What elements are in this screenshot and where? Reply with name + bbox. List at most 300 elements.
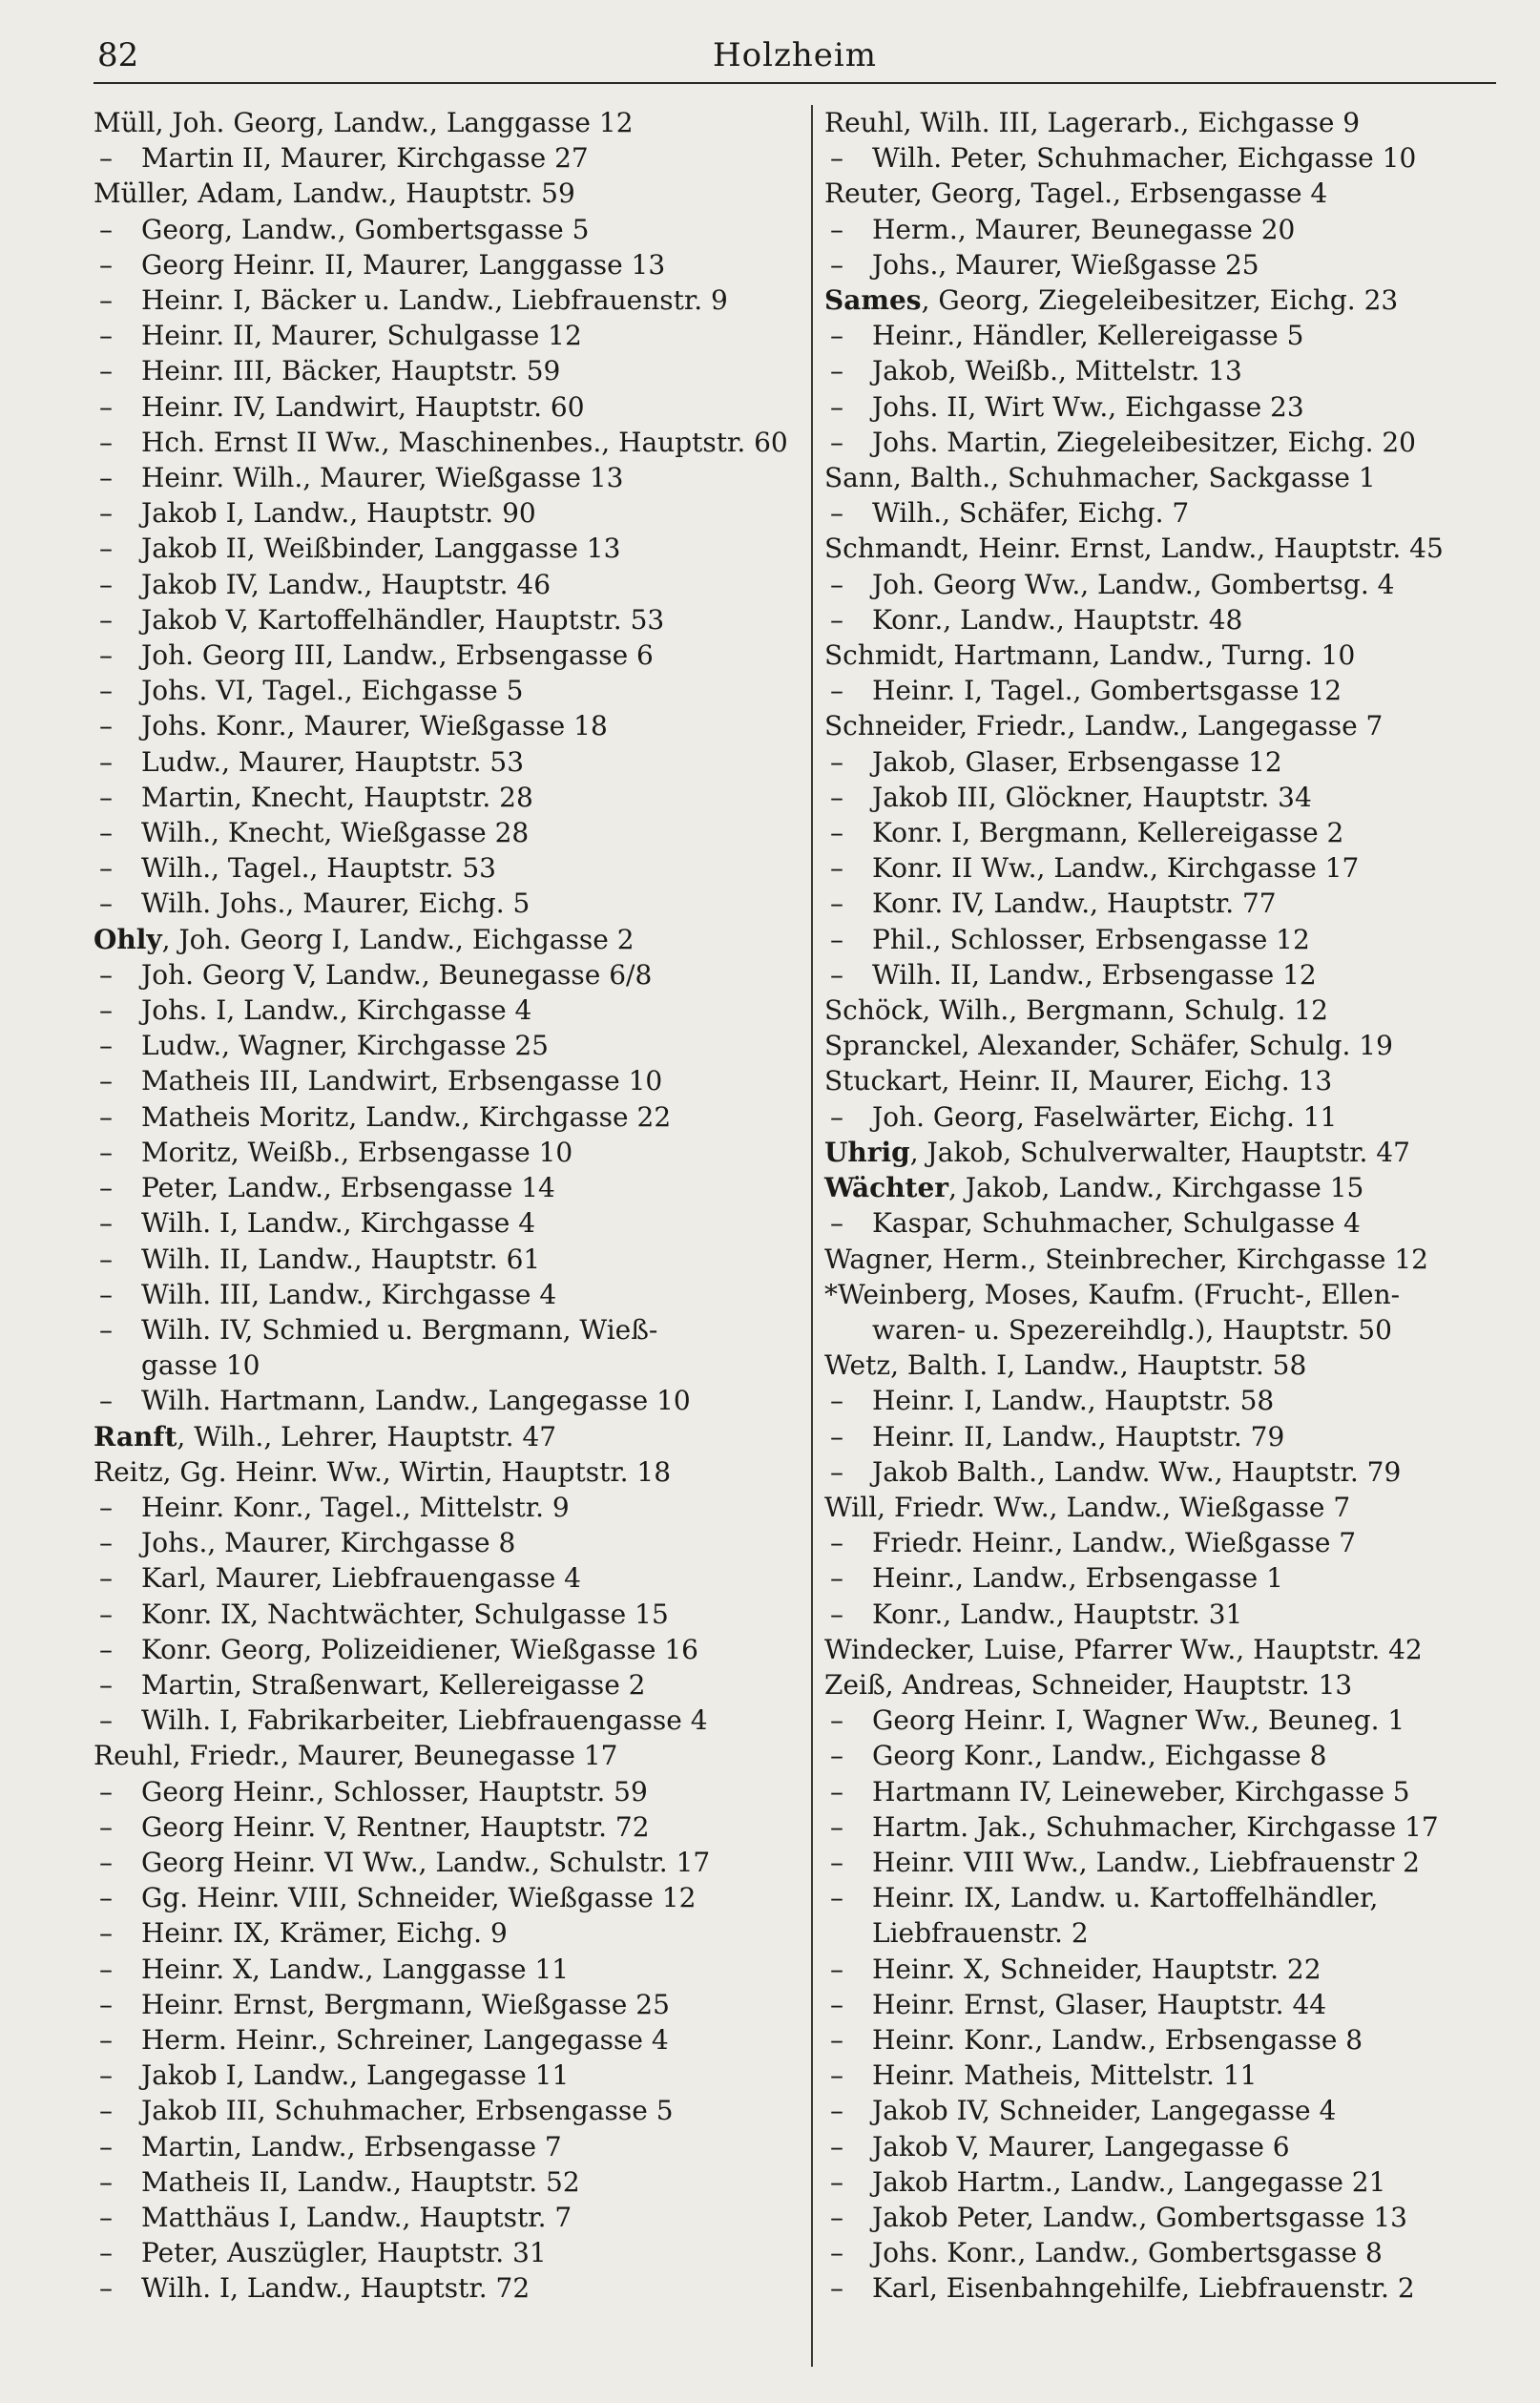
entry-text: Georg Konr., Landw., Eichgasse 8: [872, 1740, 1327, 1772]
entry-text: Konr. IX, Nachtwächter, Schulgasse 15: [141, 1598, 669, 1630]
dash-marker: –: [99, 533, 113, 565]
dash-marker: –: [99, 745, 113, 778]
entry-text: Ludw., Wagner, Kirchgasse 25: [141, 1030, 549, 1062]
entry-text: Hch. Ernst II Ww., Maschinenbes., Hauptstr. 60: [141, 426, 788, 458]
directory-entry-sub: [824, 140, 1509, 176]
dash-marker: –: [830, 958, 843, 991]
entry-text: Jakob Balth., Landw. Ww., Hauptstr. 79: [872, 1455, 1402, 1488]
dash-marker: –: [99, 568, 113, 600]
directory-entry-sub: [824, 1738, 1509, 1773]
entry-text: Wagner, Herm., Steinbrecher, Kirchgasse 12: [824, 1243, 1428, 1275]
directory-entry-head: [824, 1170, 1509, 1205]
entry-text: Wilh., Schäfer, Eichg. 7: [872, 497, 1190, 530]
directory-entry-sub: [824, 2022, 1509, 2058]
directory-entry-head: [824, 105, 1509, 140]
directory-entry-sub: [94, 1560, 800, 1596]
directory-entry-sub: [94, 1383, 800, 1418]
entry-text: Liebfrauenstr. 2: [872, 1917, 1089, 1950]
running-title: Holzheim: [712, 36, 878, 74]
directory-entry-sub: [824, 1809, 1509, 1845]
dash-marker: –: [99, 958, 113, 991]
entry-text: Heinr. II, Maurer, Schulgasse 12: [141, 320, 582, 352]
directory-entry-head: [94, 105, 800, 140]
entry-text: Peter, Landw., Erbsengasse 14: [141, 1172, 555, 1204]
directory-entry-sub: [94, 212, 800, 247]
directory-entry-sub: [824, 247, 1509, 282]
directory-entry-sub: [94, 1135, 800, 1170]
directory-entry-sub: [824, 2129, 1509, 2164]
dash-marker: –: [99, 2272, 113, 2305]
directory-entry-sub: [824, 1419, 1509, 1454]
directory-entry-sub: [824, 1383, 1509, 1418]
directory-entry-sub: [824, 1597, 1509, 1632]
dash-marker: –: [830, 2059, 843, 2092]
entry-text: Jakob III, Glöckner, Hauptstr. 34: [872, 781, 1312, 813]
directory-entry-sub: [94, 2235, 800, 2270]
entry-text: Schmandt, Heinr. Ernst, Landw., Hauptstr. 45: [824, 533, 1444, 565]
entry-text: Wetz, Balth. I, Landw., Hauptstr. 58: [824, 1349, 1307, 1382]
directory-entry-sub: [824, 1952, 1509, 1987]
dash-marker: –: [99, 1562, 113, 1595]
directory-entry-sub: [94, 247, 800, 282]
entry-text: Jakob V, Kartoffelhändler, Hauptstr. 53: [141, 603, 665, 636]
directory-entry-sub: [94, 1952, 800, 1987]
dash-marker: –: [99, 248, 113, 281]
directory-entry-sub: [824, 425, 1509, 460]
dash-marker: –: [99, 1775, 113, 1807]
dash-marker: –: [830, 1775, 843, 1807]
directory-entry-continuation: [94, 1348, 800, 1383]
dash-marker: –: [99, 1988, 113, 2020]
entry-text: Wilh. II, Landw., Erbsengasse 12: [872, 958, 1317, 991]
dash-marker: –: [830, 2201, 843, 2233]
directory-entry-sub: [824, 602, 1509, 637]
entry-text: Wilh., Tagel., Hauptstr. 53: [141, 852, 496, 885]
entry-text: Jakob V, Maurer, Langegasse 6: [872, 2130, 1290, 2163]
directory-entry-head: [824, 460, 1509, 495]
directory-entry-sub: [94, 567, 800, 602]
dash-marker: –: [99, 1491, 113, 1523]
directory-entry-sub: [824, 2058, 1509, 2093]
directory-entry-sub: [824, 780, 1509, 815]
directory-entry-head: [824, 708, 1509, 743]
directory-entry-sub: [94, 780, 800, 815]
directory-entry-sub: [94, 673, 800, 708]
directory-entry-head: [824, 1632, 1509, 1667]
entry-text: Friedr. Heinr., Landw., Wießgasse 7: [872, 1527, 1357, 1559]
directory-entry-head: [824, 1063, 1509, 1098]
directory-entry-sub: [94, 1277, 800, 1312]
directory-entry-sub: [94, 140, 800, 176]
entry-text: Windecker, Luise, Pfarrer Ww., Hauptstr. 42: [824, 1633, 1423, 1665]
entry-text: waren- u. Spezereihdlg.), Hauptstr. 50: [872, 1313, 1392, 1346]
entry-text: *Weinberg, Moses, Kaufm. (Frucht-, Ellen-: [824, 1278, 1401, 1310]
entry-text: Wilh. IV, Schmied u. Bergmann, Wieß-: [141, 1313, 658, 1346]
entry-text: gasse 10: [141, 1349, 260, 1382]
directory-entry-head: [94, 1419, 800, 1454]
entry-text: Georg, Landw., Gombertsgasse 5: [141, 213, 590, 245]
directory-entry-sub: [94, 353, 800, 388]
entry-text: Sann, Balth., Schuhmacher, Sackgasse 1: [824, 462, 1376, 494]
directory-entry-head: [824, 1135, 1509, 1170]
directory-entry-sub: [824, 2270, 1509, 2306]
dash-marker: –: [99, 320, 113, 352]
dash-marker: –: [830, 1207, 843, 1240]
dash-marker: –: [99, 355, 113, 387]
directory-entry-sub: [824, 2164, 1509, 2200]
dash-marker: –: [99, 284, 113, 317]
dash-marker: –: [830, 852, 843, 885]
dash-marker: –: [99, 1136, 113, 1168]
entry-text: Heinr. Konr., Landw., Erbsengasse 8: [872, 2023, 1363, 2056]
right-column: [824, 105, 1509, 2307]
entry-text: Joh. Georg Ww., Landw., Gombertsg. 4: [872, 568, 1395, 600]
dash-marker: –: [830, 355, 843, 387]
dash-marker: –: [99, 781, 113, 813]
entry-text: Will, Friedr. Ww., Landw., Wießgasse 7: [824, 1491, 1351, 1523]
entry-text: Wilh. II, Landw., Hauptstr. 61: [141, 1243, 541, 1275]
dash-marker: –: [99, 1953, 113, 1985]
entry-text: Heinr. Matheis, Mittelstr. 11: [872, 2059, 1258, 2092]
entry-text: Müller, Adam, Landw., Hauptstr. 59: [94, 178, 575, 210]
dash-marker: –: [99, 603, 113, 636]
directory-entry-sub: [94, 460, 800, 495]
directory-entry-sub: [94, 850, 800, 886]
entry-text: Müll, Joh. Georg, Landw., Langgasse 12: [94, 107, 634, 138]
directory-entry-sub: [94, 2270, 800, 2306]
directory-entry-sub: [824, 744, 1509, 780]
dash-marker: –: [830, 1385, 843, 1417]
directory-entry-head: [94, 1454, 800, 1490]
directory-entry-sub: [824, 212, 1509, 247]
entry-text: Ludw., Maurer, Hauptstr. 53: [141, 745, 525, 778]
entry-text: Georg Heinr. I, Wagner Ww., Beuneg. 1: [872, 1704, 1405, 1737]
dash-marker: –: [830, 568, 843, 600]
dash-marker: –: [99, 1810, 113, 1843]
entry-text: Georg Heinr. V, Rentner, Hauptstr. 72: [141, 1810, 650, 1843]
entry-text: Konr., Landw., Hauptstr. 48: [872, 603, 1243, 636]
entry-text: Jakob I, Landw., Langegasse 11: [141, 2059, 570, 2092]
dash-marker: –: [830, 1740, 843, 1772]
directory-entry-sub: [94, 1028, 800, 1063]
directory-entry-sub: [824, 2235, 1509, 2270]
entry-text: Herm., Maurer, Beunegasse 20: [872, 213, 1296, 245]
entry-text: Phil., Schlosser, Erbsengasse 12: [872, 923, 1310, 955]
dash-marker: –: [99, 2095, 113, 2127]
directory-entry-sub: [824, 1205, 1509, 1241]
dash-marker: –: [99, 390, 113, 423]
dash-marker: –: [99, 2130, 113, 2163]
dash-marker: –: [99, 1172, 113, 1204]
dash-marker: –: [99, 1030, 113, 1062]
entry-text: Jakob IV, Landw., Hauptstr. 46: [141, 568, 551, 600]
dash-marker: –: [99, 675, 113, 707]
dash-marker: –: [830, 817, 843, 849]
entry-text: Jakob Peter, Landw., Gombertsgasse 13: [872, 2201, 1407, 2233]
entry-text: Reuhl, Friedr., Maurer, Beunegasse 17: [94, 1740, 618, 1772]
dash-marker: –: [830, 1882, 843, 1914]
entry-text: Hartm. Jak., Schuhmacher, Kirchgasse 17: [872, 1810, 1439, 1843]
entry-text: Martin, Knecht, Hauptstr. 28: [141, 781, 533, 813]
entry-text: , Jakob, Landw., Kirchgasse 15: [948, 1172, 1364, 1204]
entry-text: Karl, Eisenbahngehilfe, Liebfrauenstr. 2: [872, 2272, 1415, 2305]
entry-text: Johs. VI, Tagel., Eichgasse 5: [141, 675, 524, 707]
entry-text: Reitz, Gg. Heinr. Ww., Wirtin, Hauptstr. 18: [94, 1455, 672, 1488]
directory-entry-sub: [94, 1915, 800, 1951]
entry-text: Kaspar, Schuhmacher, Schulgasse 4: [872, 1207, 1361, 1240]
directory-entry-sub: [824, 495, 1509, 531]
directory-entry-sub: [824, 2200, 1509, 2235]
dash-marker: –: [99, 1207, 113, 1240]
page-number: 82: [97, 36, 139, 74]
directory-entry-sub: [94, 318, 800, 353]
dash-marker: –: [830, 1420, 843, 1452]
dash-marker: –: [99, 2201, 113, 2233]
directory-entry-sub: [94, 2200, 800, 2235]
entry-text: Johs. Martin, Ziegeleibesitzer, Eichg. 20: [872, 426, 1416, 458]
entry-text: Konr. Georg, Polizeidiener, Wießgasse 16: [141, 1633, 698, 1665]
dash-marker: –: [830, 1810, 843, 1843]
entry-text: Heinr. I, Bäcker u. Landw., Liebfrauenstr. 9: [141, 284, 728, 317]
entry-text: , Wilh., Lehrer, Hauptstr. 47: [177, 1420, 557, 1452]
dash-marker: –: [99, 1313, 113, 1346]
directory-entry-head: [824, 1028, 1509, 1063]
directory-entry-sub: [94, 1632, 800, 1667]
dash-marker: –: [830, 1846, 843, 1878]
dash-marker: –: [99, 1846, 113, 1878]
dash-marker: –: [99, 1065, 113, 1097]
dash-marker: –: [830, 1100, 843, 1133]
dash-marker: –: [99, 426, 113, 458]
directory-entry-sub: [94, 886, 800, 921]
dash-marker: –: [830, 1527, 843, 1559]
dash-marker: –: [99, 2237, 113, 2269]
dash-marker: –: [830, 2272, 843, 2305]
dash-marker: –: [830, 781, 843, 813]
dash-marker: –: [99, 994, 113, 1027]
directory-entry-sub: [94, 602, 800, 637]
entry-text: Johs. I, Landw., Kirchgasse 4: [141, 994, 532, 1027]
entry-text: Heinr. X, Landw., Langgasse 11: [141, 1953, 570, 1985]
entry-text: Schmidt, Hartmann, Landw., Turng. 10: [824, 639, 1356, 672]
dash-marker: –: [830, 888, 843, 920]
entry-text: Jakob II, Weißbinder, Langgasse 13: [141, 533, 621, 565]
dash-marker: –: [99, 1882, 113, 1914]
directory-entry-head: [824, 1277, 1509, 1312]
directory-entry-sub: [94, 2164, 800, 2200]
directory-entry-sub: [94, 2058, 800, 2093]
directory-entry-sub: [824, 2093, 1509, 2128]
directory-entry-sub: [94, 1525, 800, 1560]
dash-marker: –: [99, 888, 113, 920]
directory-entry-sub: [94, 1667, 800, 1703]
entry-text: Matheis II, Landw., Hauptstr. 52: [141, 2165, 580, 2198]
entry-text: Jakob IV, Schneider, Langegasse 4: [872, 2095, 1337, 2127]
entry-text: Jakob I, Landw., Hauptstr. 90: [141, 497, 536, 530]
entry-text: Zeiß, Andreas, Schneider, Hauptstr. 13: [824, 1668, 1353, 1701]
dash-marker: –: [830, 248, 843, 281]
entry-text: Wilh., Knecht, Wießgasse 28: [141, 817, 530, 849]
dash-marker: –: [99, 1100, 113, 1133]
entry-text: Georg Heinr. VI Ww., Landw., Schulstr. 17: [141, 1846, 711, 1878]
entry-text: Gg. Heinr. VIII, Schneider, Wießgasse 12: [141, 1882, 697, 1914]
directory-entry-sub: [94, 744, 800, 780]
dash-marker: –: [830, 390, 843, 423]
entry-text: Wilh. I, Landw., Kirchgasse 4: [141, 1207, 536, 1240]
dash-marker: –: [830, 2237, 843, 2269]
directory-entry-head: [824, 1242, 1509, 1277]
directory-entry-sub: [94, 1063, 800, 1098]
entry-surname: Ranft: [94, 1420, 177, 1452]
entry-text: Heinr. IV, Landwirt, Hauptstr. 60: [141, 390, 585, 423]
directory-entry-sub: [94, 815, 800, 850]
dash-marker: –: [99, 817, 113, 849]
directory-entry-head: [94, 922, 800, 957]
dash-marker: –: [99, 1598, 113, 1630]
directory-entry-sub: [824, 1880, 1509, 1915]
directory-entry-sub: [94, 1809, 800, 1845]
entry-text: Heinr. Wilh., Maurer, Wießgasse 13: [141, 462, 624, 494]
directory-entry-sub: [824, 673, 1509, 708]
dash-marker: –: [830, 213, 843, 245]
dash-marker: –: [830, 1455, 843, 1488]
entry-text: Johs. Konr., Landw., Gombertsgasse 8: [872, 2237, 1383, 2269]
entry-text: Georg Heinr., Schlosser, Hauptstr. 59: [141, 1775, 648, 1807]
entry-text: Wilh. Peter, Schuhmacher, Eichgasse 10: [872, 142, 1417, 175]
dash-marker: –: [99, 639, 113, 672]
entry-text: Spranckel, Alexander, Schäfer, Schulg. 19: [824, 1030, 1393, 1062]
entry-text: Hartmann IV, Leineweber, Kirchgasse 5: [872, 1775, 1410, 1807]
dash-marker: –: [830, 1988, 843, 2020]
entry-text: Schöck, Wilh., Bergmann, Schulg. 12: [824, 994, 1328, 1027]
dash-marker: –: [99, 1527, 113, 1559]
dash-marker: –: [99, 710, 113, 742]
entry-text: Martin, Landw., Erbsengasse 7: [141, 2130, 562, 2163]
dash-marker: –: [830, 2165, 843, 2198]
directory-entry-sub: [94, 1597, 800, 1632]
column-divider: [811, 105, 813, 2367]
directory-entry-sub: [824, 1703, 1509, 1738]
dash-marker: –: [830, 426, 843, 458]
dash-marker: –: [99, 1278, 113, 1310]
entry-text: Johs. Konr., Maurer, Wießgasse 18: [141, 710, 608, 742]
dash-marker: –: [99, 2165, 113, 2198]
entry-text: Heinr. IX, Landw. u. Kartoffelhändler,: [872, 1882, 1379, 1914]
directory-entry-sub: [94, 1099, 800, 1135]
dash-marker: –: [830, 675, 843, 707]
entry-text: Heinr. Ernst, Bergmann, Wießgasse 25: [141, 1988, 670, 2020]
entry-text: Konr. IV, Landw., Hauptstr. 77: [872, 888, 1277, 920]
dash-marker: –: [99, 852, 113, 885]
entry-text: Matthäus I, Landw., Hauptstr. 7: [141, 2201, 572, 2233]
entry-text: Reuhl, Wilh. III, Lagerarb., Eichgasse 9: [824, 107, 1361, 138]
directory-entry-sub: [824, 353, 1509, 388]
dash-marker: –: [99, 1243, 113, 1275]
directory-entry-sub: [94, 1987, 800, 2022]
directory-entry-sub: [824, 1454, 1509, 1490]
entry-text: Johs., Maurer, Wießgasse 25: [872, 248, 1259, 281]
entry-text: Herm. Heinr., Schreiner, Langegasse 4: [141, 2023, 669, 2056]
directory-entry-sub: [94, 1312, 800, 1348]
entry-text: Joh. Georg, Faselwärter, Eichg. 11: [872, 1100, 1338, 1133]
directory-entry-sub: [94, 1170, 800, 1205]
entry-text: Jakob, Glaser, Erbsengasse 12: [872, 745, 1282, 778]
directory-entry-continuation: [824, 1312, 1509, 1348]
entry-text: Heinr. III, Bäcker, Hauptstr. 59: [141, 355, 561, 387]
entry-text: Jakob, Weißb., Mittelstr. 13: [872, 355, 1242, 387]
directory-entry-head: [824, 1348, 1509, 1383]
dash-marker: –: [830, 923, 843, 955]
directory-entry-sub: [94, 993, 800, 1028]
directory-entry-sub: [824, 886, 1509, 921]
directory-entry-sub: [824, 389, 1509, 425]
entry-text: Heinr. X, Schneider, Hauptstr. 22: [872, 1953, 1321, 1985]
entry-text: Konr. II Ww., Landw., Kirchgasse 17: [872, 852, 1360, 885]
directory-entry-head: [94, 1738, 800, 1773]
entry-text: Joh. Georg V, Landw., Beunegasse 6/8: [141, 958, 653, 991]
entry-text: , Jakob, Schulverwalter, Hauptstr. 47: [909, 1136, 1410, 1168]
directory-entry-head: [824, 282, 1509, 318]
directory-entry-sub: [94, 1774, 800, 1809]
entry-text: Konr. I, Bergmann, Kellereigasse 2: [872, 817, 1344, 849]
dash-marker: –: [99, 1704, 113, 1737]
entry-text: Georg Heinr. II, Maurer, Langgasse 13: [141, 248, 666, 281]
directory-entry-sub: [824, 1987, 1509, 2022]
entry-surname: Sames: [824, 284, 922, 317]
dash-marker: –: [830, 1704, 843, 1737]
entry-text: Matheis Moritz, Landw., Kirchgasse 22: [141, 1100, 672, 1133]
directory-entry-sub: [824, 1099, 1509, 1135]
directory-entry-sub: [94, 495, 800, 531]
directory-entry-sub: [824, 922, 1509, 957]
directory-entry-sub: [94, 1880, 800, 1915]
entry-text: Moritz, Weißb., Erbsengasse 10: [141, 1136, 573, 1168]
dash-marker: –: [830, 2023, 843, 2056]
dash-marker: –: [830, 497, 843, 530]
directory-entry-sub: [94, 2022, 800, 2058]
directory-entry-sub: [94, 957, 800, 993]
entry-text: Stuckart, Heinr. II, Maurer, Eichg. 13: [824, 1065, 1333, 1097]
dash-marker: –: [99, 1668, 113, 1701]
entry-text: Heinr. VIII Ww., Landw., Liebfrauenstr 2: [872, 1846, 1420, 1878]
entry-text: Heinr., Händler, Kellereigasse 5: [872, 320, 1304, 352]
directory-entry-sub: [94, 2129, 800, 2164]
entry-text: Wilh. I, Fabrikarbeiter, Liebfrauengasse 4: [141, 1704, 708, 1737]
dash-marker: –: [99, 142, 113, 175]
entry-text: Wilh. Johs., Maurer, Eichg. 5: [141, 888, 531, 920]
entry-surname: Uhrig: [824, 1136, 910, 1168]
directory-entry-sub: [94, 425, 800, 460]
directory-entry-sub: [824, 1560, 1509, 1596]
dash-marker: –: [830, 603, 843, 636]
dash-marker: –: [830, 320, 843, 352]
directory-entry-sub: [824, 1845, 1509, 1880]
entry-text: Wilh. III, Landw., Kirchgasse 4: [141, 1278, 557, 1310]
directory-entry-sub: [94, 282, 800, 318]
entry-text: Karl, Maurer, Liebfrauengasse 4: [141, 1562, 581, 1595]
directory-entry-sub: [94, 2093, 800, 2128]
directory-entry-sub: [94, 1205, 800, 1241]
directory-entry-sub: [94, 637, 800, 673]
entry-text: Peter, Auszügler, Hauptstr. 31: [141, 2237, 547, 2269]
dash-marker: –: [99, 1633, 113, 1665]
dash-marker: –: [99, 1385, 113, 1417]
entry-text: , Georg, Ziegeleibesitzer, Eichg. 23: [921, 284, 1399, 317]
dash-marker: –: [830, 745, 843, 778]
directory-entry-sub: [824, 1525, 1509, 1560]
entry-text: Konr., Landw., Hauptstr. 31: [872, 1598, 1243, 1630]
entry-text: Jakob Hartm., Landw., Langegasse 21: [872, 2165, 1386, 2198]
